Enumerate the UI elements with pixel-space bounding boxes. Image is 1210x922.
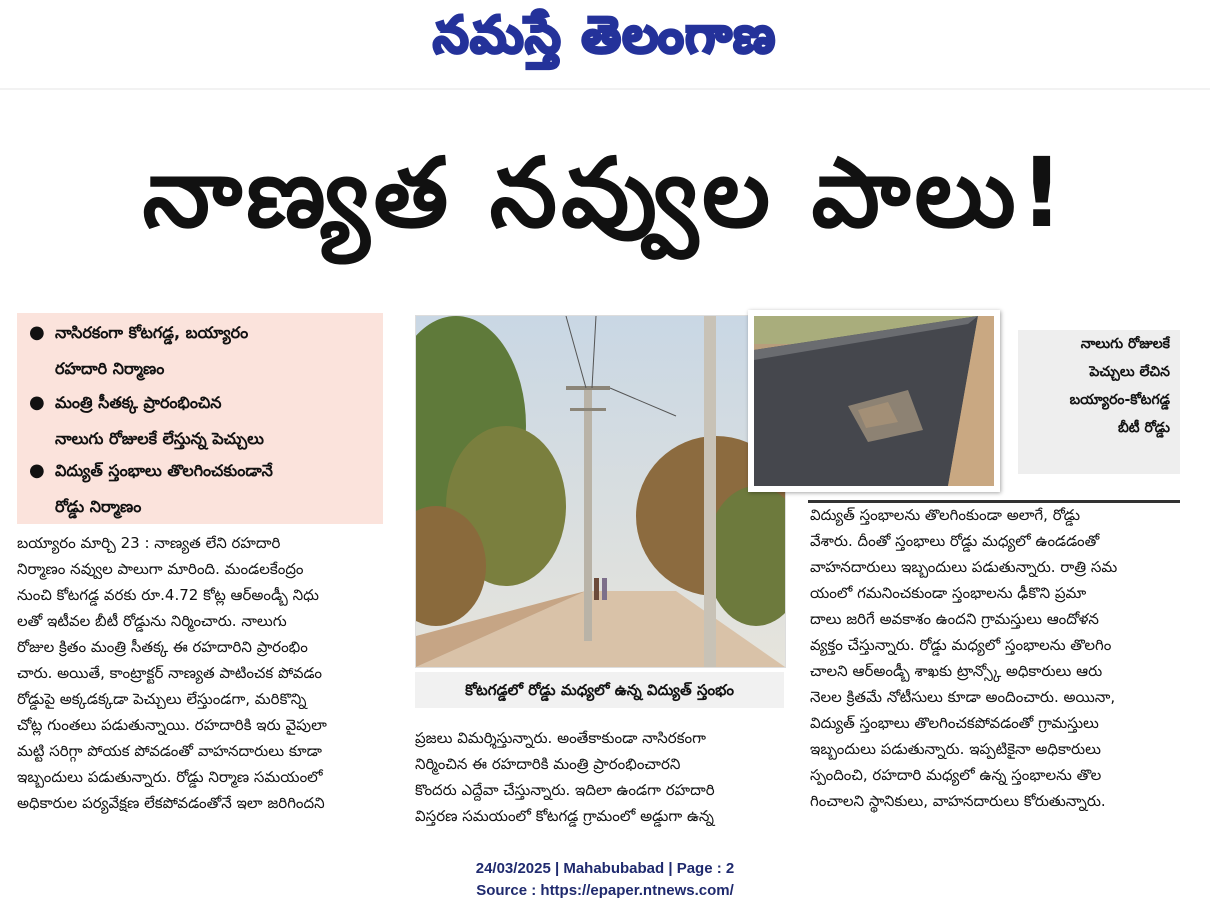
article-line: విస్తరణ సమయంలో కోటగడ్డ గ్రామంలో అడ్డుగా ఉన్న	[415, 807, 714, 825]
article-line: విద్యుత్ స్తంభాలు తొలగించకపోవడంతో గ్రామస్తులు	[810, 714, 1099, 732]
highlight-line: విద్యుత్ స్తంభాలు తొలగించకుండానే	[55, 461, 273, 480]
caption-line: నాలుగు రోజులకే	[1080, 336, 1170, 352]
photo-pole-illustration	[416, 316, 785, 667]
article-line: గించాలని స్థానికులు, వాహనదారులు కోరుతున్నారు.	[810, 792, 1106, 810]
highlight-line: రోడ్డు నిర్మాణం	[55, 497, 142, 516]
bullet-icon: ●	[29, 322, 45, 343]
photo-damaged-road	[748, 310, 1000, 492]
photo-road-illustration	[748, 310, 1000, 492]
article-line: నుంచి కోటగడ్డ వరకు రూ.4.72 కోట్ల ఆర్అండ్బీ నిధు	[17, 586, 319, 604]
article-line: విద్యుత్ స్తంభాలను తొలగింకుండా అలాగే, రోడ్డు	[810, 506, 1081, 524]
highlight-line: రహదారి నిర్మాణం	[55, 359, 165, 378]
article-column-3	[810, 502, 1180, 814]
article-line: వాహనదారులు ఇబ్బందులు పడుతున్నారు. రాత్రి సమ	[810, 558, 1118, 576]
photo-left-caption: కోటగడ్డలో రోడ్డు మధ్యలో ఉన్న విద్యుత్ స్తంభం	[415, 672, 784, 708]
highlight-line: నాసిరకంగా కోటగడ్డ, బయ్యారం	[55, 323, 249, 342]
article-line: వేశారు. దీంతో స్తంభాలు రోడ్డు మధ్యలో ఉండడంతో	[810, 532, 1100, 550]
footer-date-page: 24/03/2025 | Mahabubabad | Page : 2	[475, 860, 735, 877]
highlight-line: నాలుగు రోజులకే లేస్తున్న పెచ్చులు	[55, 429, 264, 448]
article-line: బయ్యారం మార్చి 23 : నాణ్యత లేని రహదారి	[17, 534, 281, 552]
caption-line: పెచ్చులు లేచిన	[1089, 364, 1170, 380]
article-line: నిర్మించిన ఈ రహదారికి మంత్రి ప్రారంభించారని	[415, 755, 681, 773]
photo-right-caption	[1018, 330, 1180, 474]
headline: నాణ్యత నవ్వుల పాలు!	[142, 137, 1068, 249]
article-line: కొందరు ఎద్దేవా చేస్తున్నారు. ఇదిలా ఉండగా రహదారి	[415, 781, 715, 799]
article-line: చారు. అయితే, కాంట్రాక్టర్ నాణ్యత పాటించక పోవడం	[17, 664, 322, 682]
article-line: ఇబ్బందులు పడుతున్నారు. ఇప్పటికైనా అధికారులు	[810, 740, 1101, 758]
article-line: చోట్ల గుంతలు పడుతున్నాయి. రహదారికి ఇరు వైపులా	[17, 716, 327, 734]
article-line: ఇబ్బందులు పడుతున్నారు. రోడ్డు నిర్మాణ సమయంలో	[17, 768, 323, 786]
article-line: రోడ్డుపై అక్కడక్కడా పెచ్చులు లేస్తుండగా, మరికొన్ని	[17, 690, 307, 708]
highlight-line: మంత్రి సీతక్క ప్రారంభించిన	[55, 393, 222, 412]
caption-line: బయ్యారం-కోటగడ్డ	[1069, 392, 1170, 408]
article-line: దాలు జరిగే అవకాశం ఉందని గ్రామస్తులు ఆందోళన	[810, 610, 1099, 628]
article-line: మట్టి సరిగ్గా పోయక పోవడంతో వాహనదారులు కూడా	[17, 742, 322, 760]
bullet-icon: ●	[29, 392, 45, 413]
article-line: నెలల క్రితమే నోటీసులు కూడా అందించారు. అయినా,	[810, 688, 1116, 706]
article-line: అధికారుల పర్యవేక్షణ లేకపోవడంతోనే ఇలా జరిగిందని	[17, 794, 325, 812]
masthead-title: నమస్తే తెలంగాణ	[433, 6, 777, 64]
article-line: స్పందించి, రహదారి మధ్యలో ఉన్న స్తంభాలను తొల	[810, 766, 1102, 784]
article-line: లతో ఇటీవల బీటీ రోడ్డును నిర్మించారు. నాలుగు	[17, 612, 287, 630]
masthead-divider	[0, 88, 1210, 90]
caption-line: బీటీ రోడ్డు	[1117, 420, 1170, 436]
footer-source: Source : https://epaper.ntnews.com/	[476, 882, 734, 899]
masthead-logo	[0, 6, 1210, 76]
photo-pole-in-road	[415, 315, 786, 668]
article-line: వ్యక్తం చేస్తున్నారు. రోడ్డు మధ్యలో స్తంభాలను తొలగిం	[810, 636, 1112, 654]
highlights-box	[17, 313, 383, 524]
article-line: ప్రజలు విమర్శిస్తున్నారు. అంతేకాకుండా నాసిరకంగా	[415, 729, 706, 747]
page-footer	[0, 858, 1210, 902]
article-line: రోజుల క్రితం మంత్రి సీతక్క ఈ రహదారిని ప్రారంభిం	[17, 638, 308, 656]
article-line: యంలో గమనించకుండా స్తంభాలను ఢీకొని ప్రమా	[810, 584, 1087, 602]
bullet-icon: ●	[29, 460, 45, 481]
article-column-1	[17, 530, 387, 816]
article-column-2	[415, 725, 784, 829]
article-line: చాలని ఆర్అండ్బీ శాఖకు ట్రాన్స్కో అధికారులు ఆరు	[810, 662, 1103, 680]
article-line: నిర్మాణం నవ్వుల పాలుగా మారింది. మండలకేంద్రం	[17, 560, 304, 578]
